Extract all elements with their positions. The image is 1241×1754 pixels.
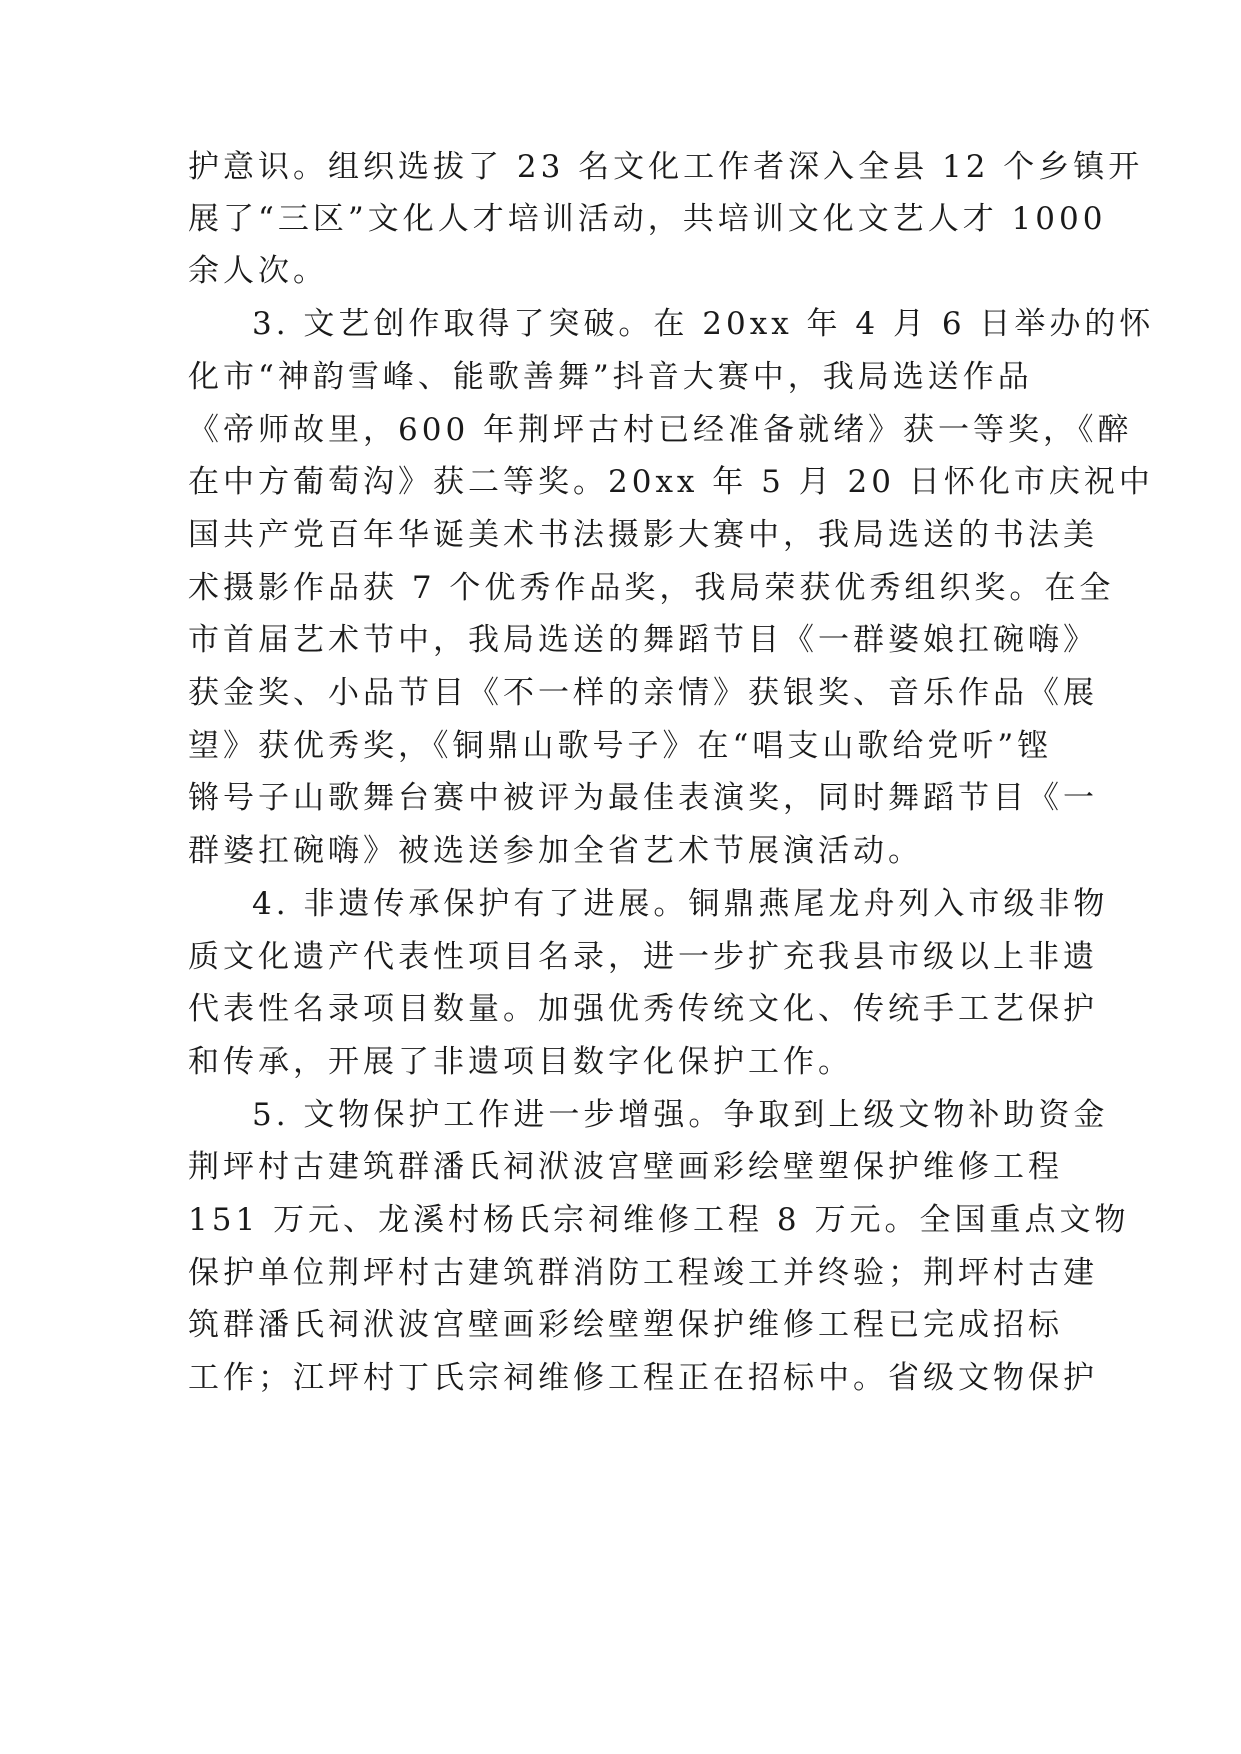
text-line: 国共产党百年华诞美术书法摄影大赛中，我局选送的书法美 [188,517,1098,553]
text-line: 展了“三区”文化人才培训活动，共培训文化文艺人才 1000 [188,201,1107,237]
text-line: 和传承，开展了非遗项目数字化保护工作。 [188,1044,853,1080]
text-line: 获金奖、小品节目《不一样的亲情》获银奖、音乐作品《展 [188,675,1098,711]
text-line: 群婆扛碗嗨》被选送参加全省艺术节展演活动。 [188,833,923,869]
text-line: 筑群潘氏祠洑波宫壁画彩绘壁塑保护维修工程已完成招标 [188,1307,1063,1343]
text-line: 余人次。 [188,253,328,289]
text-line: 望》获优秀奖，《铜鼎山歌号子》在“唱支山歌给党听”铿 [188,728,1053,764]
text-line: 锵号子山歌舞台赛中被评为最佳表演奖，同时舞蹈节目《一 [188,780,1098,816]
text-line: 化市“神韵雪峰、能歌善舞”抖音大赛中，我局选送作品 [188,359,1033,395]
text-line: 保护单位荆坪村古建筑群消防工程竣工并终验；荆坪村古建 [188,1255,1098,1291]
text-line: 《帝师故里，600 年荆坪古村已经准备就绪》获一等奖，《醉 [188,412,1133,448]
paragraph-3-start: 3. 文艺创作取得了突破。在 20xx 年 4 月 6 日举办的怀 [252,306,1155,342]
text-line: 工作；江坪村丁氏宗祠维修工程正在招标中。省级文物保护 [188,1360,1098,1396]
text-line: 151 万元、龙溪村杨氏宗祠维修工程 8 万元。全国重点文物 [188,1202,1130,1238]
text-line: 荆坪村古建筑群潘氏祠洑波宫壁画彩绘壁塑保护维修工程 [188,1149,1063,1185]
text-line: 市首届艺术节中，我局选送的舞蹈节目《一群婆娘扛碗嗨》 [188,622,1098,658]
paragraph-5-start: 5. 文物保护工作进一步增强。争取到上级文物补助资金 [252,1097,1109,1133]
text-line: 质文化遗产代表性项目名录，进一步扩充我县市级以上非遗 [188,939,1098,975]
text-line: 护意识。组织选拔了 23 名文化工作者深入全县 12 个乡镇开 [188,149,1144,185]
paragraph-4-start: 4. 非遗传承保护有了进展。铜鼎燕尾龙舟列入市级非物 [252,886,1109,922]
text-line: 代表性名录项目数量。加强优秀传统文化、传统手工艺保护 [188,991,1098,1027]
text-line: 术摄影作品获 7 个优秀作品奖，我局荣获优秀组织奖。在全 [188,570,1115,606]
text-line: 在中方葡萄沟》获二等奖。20xx 年 5 月 20 日怀化市庆祝中 [188,464,1154,500]
